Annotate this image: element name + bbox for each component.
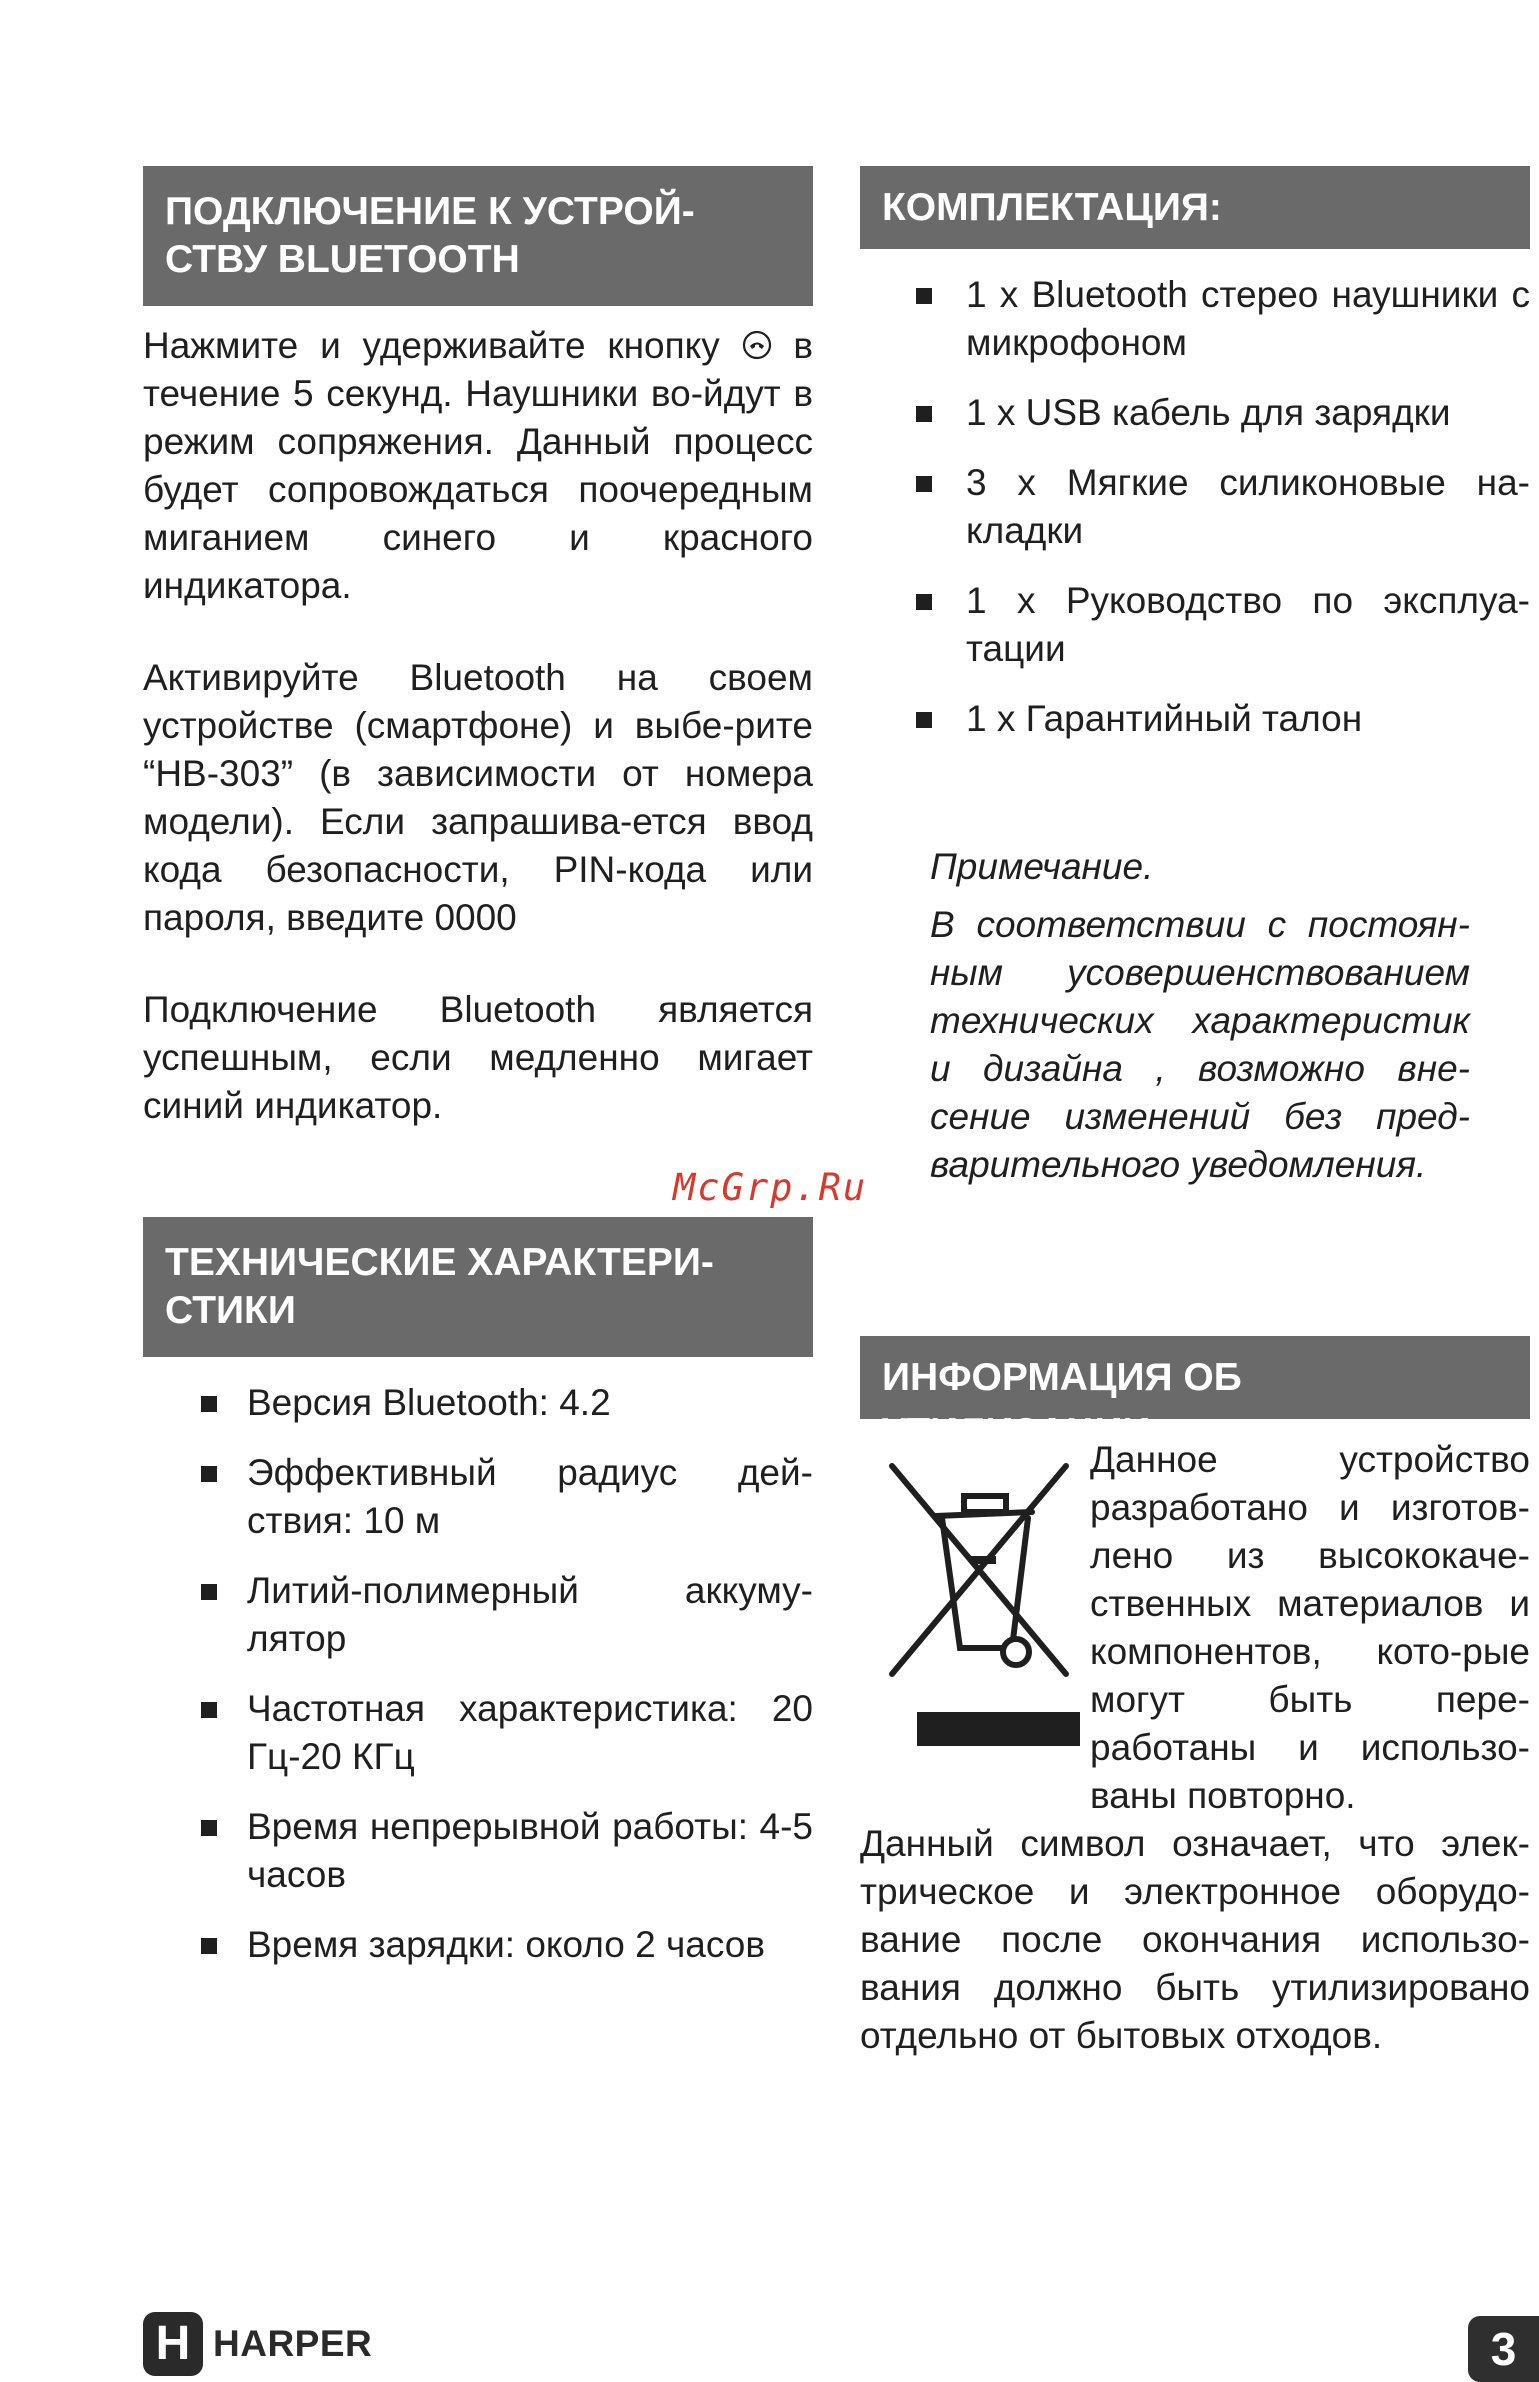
- specs-list: [143, 1379, 813, 1969]
- package-section-header: [860, 166, 1530, 249]
- square-bullet-icon: [916, 594, 932, 610]
- square-bullet-icon: [201, 1584, 217, 1600]
- package-list: [860, 271, 1530, 743]
- bluetooth-paragraph-1: [143, 322, 813, 610]
- square-bullet-icon: [201, 1820, 217, 1836]
- bluetooth-paragraph-3: Подключение Bluetooth является успешным, если медленно мигает синий индикатор.: [143, 989, 813, 1126]
- list-item: Версия Bluetooth: 4.2: [143, 1379, 813, 1427]
- crossed-bin-icon: [880, 1446, 1080, 1746]
- bluetooth-section-header: [143, 166, 813, 306]
- list-item: 1 x Руководство по эксплуа-тации: [860, 577, 1530, 673]
- square-bullet-icon: [201, 1938, 217, 1954]
- list-item: Эффективный радиус дей-ствия: 10 м: [143, 1449, 813, 1545]
- list-item: 1 x Гарантийный талон: [860, 695, 1530, 743]
- list-item: Литий-полимерный аккуму-лятор: [143, 1567, 813, 1663]
- package-title: КОМПЛЕКТАЦИЯ:: [882, 186, 1222, 229]
- left-column: [143, 166, 813, 1991]
- disposal-text-beside: Данное устройство разработано и изготов-лено из высококаче-ственных материалов и компонентов, кото-рые могут быть пере-работаны и использо-ваны повторно.: [1090, 1439, 1530, 1816]
- note-heading: Примечание.: [930, 846, 1154, 887]
- logo-letter: H: [155, 2317, 191, 2370]
- square-bullet-icon: [916, 476, 932, 492]
- bluetooth-p1-start: Нажмите и удерживайте кнопку: [143, 325, 720, 366]
- note-text: В соответствии с постоян-ным усовершенствованием технических характеристик и дизайна , возможно вне-сение изменений без пред-варительного уведомления.: [930, 904, 1470, 1185]
- square-bullet-icon: [201, 1396, 217, 1412]
- harper-logo-badge: [143, 2312, 203, 2376]
- bluetooth-title-line1: ПОДКЛЮЧЕНИЕ К УСТРОЙ-: [165, 190, 695, 233]
- brand-name: HARPER: [213, 2323, 373, 2364]
- page-number: 3: [1468, 2316, 1539, 2382]
- square-bullet-icon: [916, 406, 932, 422]
- list-item: Время зарядки: около 2 часов: [143, 1921, 813, 1969]
- disposal-title: ИНФОРМАЦИЯ ОБ УТИЛИЗАЦИИ: [882, 1356, 1242, 1454]
- square-bullet-icon: [201, 1466, 217, 1482]
- specs-title-line1: ТЕХНИЧЕСКИЕ ХАРАКТЕРИ-: [165, 1241, 714, 1284]
- right-column: [860, 166, 1530, 2060]
- list-item: Время непрерывной работы: 4-5 часов: [143, 1803, 813, 1899]
- disposal-text-below: Данный символ означает, что элек-трическое и электронное оборудо-вание после окончания использо-вания должно быть утилизировано отдельно от бытовых отходов.: [860, 1823, 1530, 2056]
- bluetooth-paragraph-2: Активируйте Bluetooth на своем устройстве (смартфоне) и выбе-рите “HB-303” (в зависимости от номера модели). Если запрашива-ется ввод кода безопасности, PIN-кода или пароля, введите 0000: [143, 657, 813, 938]
- square-bullet-icon: [916, 288, 932, 304]
- specs-title-line2: СТИКИ: [165, 1289, 296, 1332]
- list-item: Частотная характеристика: 20 Гц-20 КГц: [143, 1685, 813, 1781]
- note-block: [930, 843, 1470, 1189]
- bluetooth-title-line2: СТВУ BLUETOOTH: [165, 238, 520, 281]
- square-bullet-icon: [201, 1702, 217, 1718]
- list-item: 1 x USB кабель для зарядки: [860, 389, 1530, 437]
- harper-logo: [143, 2312, 372, 2376]
- specs-section-header: [143, 1217, 813, 1357]
- disposal-block: [860, 1436, 1530, 2060]
- phone-button-icon: [742, 330, 772, 360]
- watermark-text: McGrp.Ru: [673, 1166, 868, 1209]
- disposal-section-header: [860, 1336, 1530, 1454]
- bluetooth-p1-continuation: в течение 5 секунд. Наушники во-йдут в режим сопряжения. Данный процесс будет сопровождаться поочередным миганием синего и красного индикатора.: [143, 325, 814, 606]
- list-item: 3 x Мягкие силиконовые на-кладки: [860, 459, 1530, 555]
- square-bullet-icon: [916, 712, 932, 728]
- list-item: 1 x Bluetooth стерео наушники с микрофоном: [860, 271, 1530, 367]
